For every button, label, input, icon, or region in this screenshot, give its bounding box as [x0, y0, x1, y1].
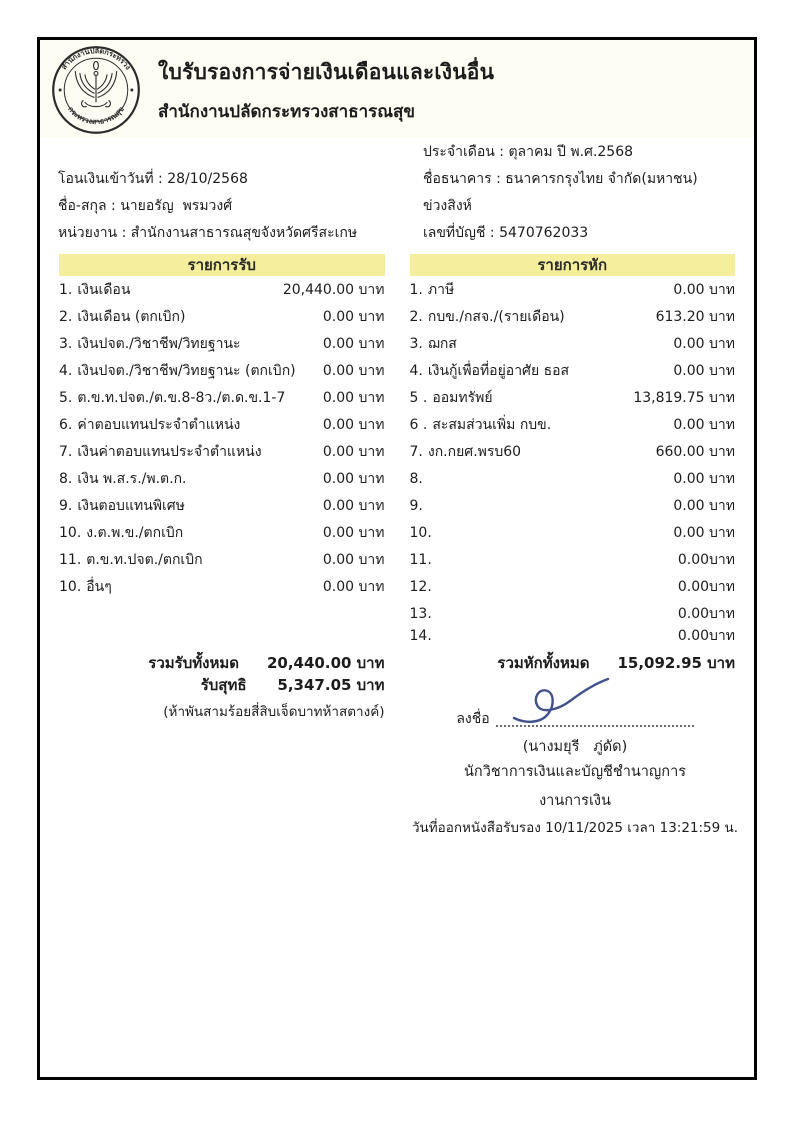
deduction-row-number: 11.: [409, 552, 432, 568]
income-row-number: 10.: [59, 579, 82, 595]
deduction-header: รายการหัก: [410, 254, 736, 276]
income-total-row: [59, 653, 385, 675]
sign-label: ลงชื่อ: [456, 711, 490, 727]
deduction-row-amount: 0.00 บาท: [673, 525, 735, 541]
deduction-row-amount: 0.00 บาท: [673, 363, 735, 379]
deduction-row-amount: 0.00 บาท: [673, 471, 735, 487]
svg-text:กระทรวงสาธารณสุข: [66, 104, 126, 125]
income-net-row: [59, 675, 385, 697]
income-row-amount: 0.00 บาท: [322, 390, 385, 406]
info-section: [40, 139, 754, 247]
deduction-row-amount: 0.00บาท: [677, 579, 735, 595]
deduction-row-label: ภาษี: [427, 282, 455, 298]
signature-section: [402, 685, 748, 841]
field-transfer-date-value: 28/10/2568: [167, 171, 248, 187]
field-account: [423, 220, 754, 247]
field-name: [58, 193, 423, 220]
deduction-row-label: ฌกส: [427, 336, 457, 352]
deduction-row-amount: 0.00บาท: [677, 628, 735, 644]
income-row-label: เงินปจต./วิชาชีพ/วิทยฐานะ (ตกเบิก): [77, 363, 296, 379]
field-month-label: ประจำเดือน :: [423, 144, 509, 160]
deduction-row: [410, 627, 736, 649]
deduction-row: [410, 416, 736, 443]
seal-bottom-text: กระทรวงสาธารณสุข: [66, 104, 126, 126]
deduction-row: [410, 443, 736, 470]
deduction-row-number: 1.: [409, 282, 423, 298]
deduction-row-number: 14.: [409, 628, 432, 644]
income-row-amount: 0.00 บาท: [322, 444, 385, 460]
income-row-label: ง.ต.พ.ข./ตกเบิก: [86, 525, 184, 541]
field-name-label: ชื่อ-สกุล :: [58, 198, 121, 214]
income-row-label: เงิน พ.ส.ร./พ.ต.ก.: [77, 471, 187, 487]
deduction-row-number: 10.: [409, 525, 432, 541]
deduction-list: [410, 281, 736, 653]
seal-top-text: สำนักงานปลัดกระทรวง: [59, 45, 133, 71]
income-row-label: ต.ข.ท.ปจต./ต.ข.8-8ว./ต.ด.ข.1-7: [77, 390, 286, 406]
deduction-row: [410, 389, 736, 416]
field-bank-branch: ข่วงสิงห์: [423, 198, 472, 214]
page-title: ใบรับรองการจ่ายเงินเดือนและเงินอื่น: [158, 60, 495, 84]
seal-emblem: [75, 61, 116, 106]
deduction-row-number: 2.: [409, 309, 423, 325]
income-row-amount: 0.00 บาท: [322, 471, 385, 487]
deduction-row-number: 12.: [409, 579, 432, 595]
deduction-total-row: [410, 653, 736, 675]
deduction-row-number: 8.: [409, 471, 423, 487]
deduction-row: [410, 362, 736, 389]
income-list: [59, 281, 385, 653]
deduction-row-amount: 613.20 บาท: [655, 309, 735, 325]
field-department-label: หน่วยงาน :: [58, 225, 131, 241]
income-total-amount: 20,440.00 บาท: [266, 654, 385, 672]
deduction-row-number: 5 .: [409, 390, 428, 406]
field-department: [58, 220, 423, 247]
field-transfer-date-label: โอนเงินเข้าวันที่ :: [58, 171, 168, 187]
income-column: [59, 254, 385, 722]
handwritten-signature-icon: [508, 673, 636, 727]
deduction-row-number: 4.: [409, 363, 423, 379]
deduction-row-amount: 0.00 บาท: [673, 498, 735, 514]
svg-text:สำนักงานปลัดกระทรวง: [59, 46, 133, 72]
income-row-amount: 0.00 บาท: [322, 417, 385, 433]
deduction-row: [410, 470, 736, 497]
deduction-row: [410, 578, 736, 605]
deduction-row-number: 3.: [409, 336, 423, 352]
income-row: [59, 497, 385, 524]
income-row: [59, 308, 385, 335]
income-row: [59, 416, 385, 443]
income-row-amount: 0.00 บาท: [322, 309, 385, 325]
deduction-row-amount: 0.00 บาท: [673, 282, 735, 298]
field-bank-label: ชื่อธนาคาร :: [423, 171, 506, 187]
deduction-row-number: 13.: [409, 606, 432, 622]
income-row-number: 5.: [59, 390, 73, 406]
field-department-value: สำนักงานสาธารณสุขจังหวัดศรีสะเกษ: [130, 225, 358, 241]
income-header: รายการรับ: [59, 254, 385, 276]
income-row-label: ค่าตอบแทนประจำตำแหน่ง: [77, 417, 241, 433]
items-section: [40, 254, 754, 722]
signer-name: (นางมยุรี ภู่ดัด): [522, 739, 628, 755]
deduction-row-amount: 660.00 บาท: [655, 444, 735, 460]
income-row-amount: 0.00 บาท: [322, 336, 385, 352]
deduction-row: [410, 605, 736, 627]
field-bank: [423, 166, 754, 193]
deduction-totals: [410, 653, 736, 675]
income-row-amount: 0.00 บาท: [322, 498, 385, 514]
income-row-label: เงินปจต./วิชาชีพ/วิทยฐานะ: [77, 336, 241, 352]
income-row: [59, 524, 385, 551]
income-row-number: 10.: [59, 525, 82, 541]
income-row-number: 3.: [59, 336, 73, 352]
deduction-row-amount: 13,819.75 บาท: [633, 390, 735, 406]
income-row-number: 8.: [59, 471, 73, 487]
net-amount-in-words: (ห้าพันสามร้อยสี่สิบเจ็ดบาทห้าสตางค์): [163, 704, 385, 720]
deduction-row-label: กบข./กสจ./(รายเดือน): [427, 309, 565, 325]
deduction-row-amount: 0.00 บาท: [673, 336, 735, 352]
income-row-amount: 20,440.00 บาท: [282, 282, 385, 298]
income-row-label: อื่นๆ: [86, 579, 112, 595]
ministry-seal-icon: [48, 44, 144, 136]
signer-position: นักวิชาการเงินและบัญชีชำนาญการ: [464, 764, 686, 780]
field-month-value: ตุลาคม ปี พ.ศ.2568: [508, 144, 634, 160]
deduction-row-number: 6 .: [409, 417, 428, 433]
field-month: [423, 139, 754, 166]
income-row-label: ต.ข.ท.ปจต./ตกเบิก: [86, 552, 203, 568]
deduction-row: [410, 497, 736, 524]
income-row: [59, 362, 385, 389]
field-bank-value: ธนาคารกรุงไทย จำกัด(มหาชน): [505, 171, 698, 187]
income-row-label: เงินตอบแทนพิเศษ: [77, 498, 185, 514]
income-net-label: รับสุทธิ: [200, 676, 247, 694]
income-totals: [59, 653, 385, 722]
deduction-row: [410, 524, 736, 551]
income-row-amount: 0.00 บาท: [322, 363, 385, 379]
deduction-column: [410, 254, 736, 722]
document-header: [40, 40, 754, 137]
deduction-row-amount: 0.00บาท: [677, 552, 735, 568]
issue-date-line: วันที่ออกหนังสือรับรอง 10/11/2025 เวลา 13:21:59 น.: [411, 820, 739, 836]
income-row-number: 11.: [59, 552, 82, 568]
income-row-label: เงินค่าตอบแทนประจำตำแหน่ง: [77, 444, 262, 460]
income-row: [59, 578, 385, 605]
income-row-number: 4.: [59, 363, 73, 379]
deduction-row-label: เงินกู้เพื่อที่อยู่อาศัย ธอส: [427, 363, 570, 379]
sign-line: [402, 685, 748, 727]
deduction-row: [410, 551, 736, 578]
deduction-total-label: รวมหักทั้งหมด: [497, 654, 590, 672]
field-account-label: เลขที่บัญชี :: [423, 225, 500, 241]
deduction-row: [410, 308, 736, 335]
income-row-label: เงินเดือน: [77, 282, 131, 298]
income-row-amount: 0.00 บาท: [322, 552, 385, 568]
income-row-label: เงินเดือน (ตกเบิก): [77, 309, 186, 325]
income-total-label: รวมรับทั้งหมด: [148, 654, 239, 672]
deduction-row: [410, 281, 736, 308]
signer-unit: งานการเงิน: [539, 793, 611, 809]
field-account-value: 5470762033: [499, 225, 589, 241]
income-row-amount: 0.00 บาท: [322, 579, 385, 595]
info-spacer: [58, 139, 423, 166]
deduction-row-label: งก.กยศ.พรบ60: [427, 444, 522, 460]
income-row: [59, 470, 385, 497]
income-row: [59, 389, 385, 416]
deduction-row-amount: 0.00 บาท: [673, 417, 735, 433]
income-row-number: 1.: [59, 282, 73, 298]
income-row: [59, 335, 385, 362]
deduction-row-number: 9.: [409, 498, 423, 514]
deduction-row-amount: 0.00บาท: [677, 606, 735, 622]
income-row-number: 9.: [59, 498, 73, 514]
income-row: [59, 443, 385, 470]
income-row-number: 7.: [59, 444, 73, 460]
income-row-amount: 0.00 บาท: [322, 525, 385, 541]
deduction-row-label: ออมทรัพย์: [432, 390, 493, 406]
income-row: [59, 551, 385, 578]
field-name-value: นายอรัญ พรมวงศ์: [120, 198, 233, 214]
deduction-row-label: สะสมส่วนเพิ่ม กบข.: [432, 417, 552, 433]
deduction-total-amount: 15,092.95 บาท: [617, 654, 735, 672]
field-transfer-date: [58, 166, 423, 193]
income-row-number: 2.: [59, 309, 73, 325]
income-net-amount: 5,347.05 บาท: [277, 676, 385, 694]
certificate-page: [37, 37, 757, 1080]
income-row: [59, 281, 385, 308]
deduction-row: [410, 335, 736, 362]
income-row-number: 6.: [59, 417, 73, 433]
deduction-row-number: 7.: [409, 444, 423, 460]
page-subtitle: สำนักงานปลัดกระทรวงสาธารณสุข: [158, 102, 416, 122]
